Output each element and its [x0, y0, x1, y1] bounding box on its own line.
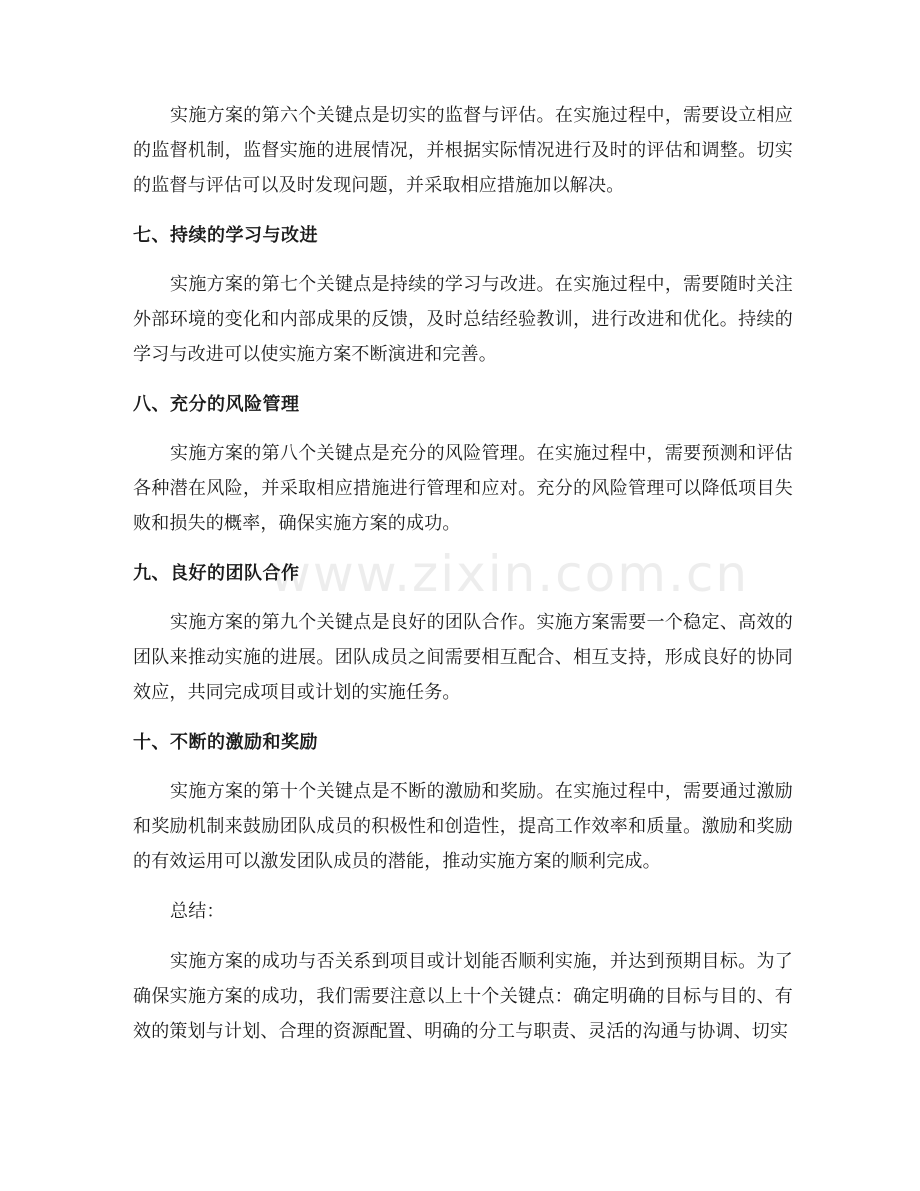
paragraph-section-10: 实施方案的第十个关键点是不断的激励和奖励。在实施过程中，需要通过激励和奖励机制来鼓励团队成员的积极性和创造性，提高工作效率和质量。激励和奖励的有效运用可以激发团队成员的潜能，推动实施方案的顺利完成。 [133, 781, 793, 872]
heading-section-10: 十、不断的激励和奖励 [133, 732, 318, 753]
paragraph-section-6: 实施方案的第六个关键点是切实的监督与评估。在实施过程中，需要设立相应的监督机制，监督实施的进展情况，并根据实际情况进行及时的评估和调整。切实的监督与评估可以及时发现问题，并采取相应措施加以解决。 [133, 105, 793, 196]
heading-section-9: 九、良好的团队合作 [133, 563, 300, 584]
heading-section-8: 八、充分的风险管理 [133, 394, 300, 415]
document-body [133, 98, 793, 1049]
summary-label: 总结： [170, 901, 225, 922]
watermark-text: www.zixin.com.cn [270, 545, 750, 603]
summary-paragraph: 实施方案的成功与否关系到项目或计划能否顺利实施，并达到预期目标。为了确保实施方案的成功，我们需要注意以上十个关键点：确定明确的目标与目的、有效的策划与计划、合理的资源配置、明确的分工与职责、灵活的沟通与协调、切实 [133, 951, 793, 1042]
paragraph-section-9: 实施方案的第九个关键点是良好的团队合作。实施方案需要一个稳定、高效的团队来推动实施的进展。团队成员之间需要相互配合、相互支持，形成良好的协同效应，共同完成项目或计划的实施任务。 [133, 612, 793, 703]
paragraph-section-8: 实施方案的第八个关键点是充分的风险管理。在实施过程中，需要预测和评估各种潜在风险，并采取相应措施进行管理和应对。充分的风险管理可以降低项目失败和损失的概率，确保实施方案的成功。 [133, 443, 793, 534]
paragraph-section-7: 实施方案的第七个关键点是持续的学习与改进。在实施过程中，需要随时关注外部环境的变化和内部成果的反馈，及时总结经验教训，进行改进和优化。持续的学习与改进可以使实施方案不断演进和完善。 [133, 274, 793, 365]
heading-section-7: 七、持续的学习与改进 [133, 225, 318, 246]
